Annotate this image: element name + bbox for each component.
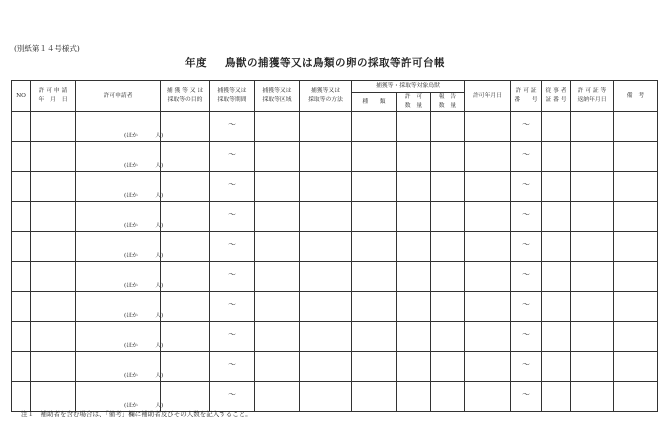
table-row [12, 382, 658, 412]
cell-species [352, 202, 397, 232]
cell-permit-no [511, 202, 542, 232]
cell-permit-no [511, 142, 542, 172]
table-row [12, 352, 658, 382]
cell-worker-cert-no [542, 352, 571, 382]
cell-worker-cert-no [542, 382, 571, 412]
cell-species [352, 232, 397, 262]
ledger-body [12, 112, 658, 412]
cell-applicant [76, 232, 164, 262]
cell-no [12, 202, 31, 232]
cell-worker-cert-no [542, 292, 571, 322]
cell-permit-no [511, 262, 542, 292]
others-count-label: (ほか 人) [124, 193, 164, 199]
cell-application-date [31, 202, 76, 232]
cell-permit-date [465, 262, 511, 292]
range-tilde: ～ [228, 180, 236, 189]
range-tilde: ～ [522, 240, 530, 249]
cell-purpose [161, 352, 210, 382]
cell-period [210, 142, 255, 172]
cell-permitted-qty [397, 232, 431, 262]
cell-permit-date [465, 232, 511, 262]
cell-permitted-qty [397, 352, 431, 382]
cell-applicant [76, 262, 164, 292]
cell-permit-no [511, 322, 542, 352]
cell-return-date [571, 322, 614, 352]
table-row [12, 142, 658, 172]
cell-area [255, 142, 300, 172]
others-count-label: (ほか 人) [124, 373, 164, 379]
cell-method [300, 112, 352, 142]
range-tilde: ～ [228, 330, 236, 339]
cell-permitted-qty [397, 262, 431, 292]
cell-species [352, 172, 397, 202]
cell-area [255, 322, 300, 352]
cell-reported-qty [431, 352, 465, 382]
others-count-label: (ほか 人) [124, 223, 164, 229]
cell-purpose [161, 262, 210, 292]
header-reported-qty: 報 告 数 量 [431, 93, 465, 112]
cell-permit-no [511, 232, 542, 262]
cell-area [255, 232, 300, 262]
cell-application-date [31, 142, 76, 172]
header-target-group: 捕獲等・採取等対象鳥獣 [352, 81, 465, 93]
table-row [12, 172, 658, 202]
cell-permit-date [465, 322, 511, 352]
range-tilde: ～ [228, 300, 236, 309]
permit-ledger-table [11, 80, 658, 412]
cell-no [12, 112, 31, 142]
cell-purpose [161, 322, 210, 352]
cell-period [210, 322, 255, 352]
cell-permit-date [465, 202, 511, 232]
others-count-label: (ほか 人) [124, 403, 164, 409]
cell-permit-no [511, 112, 542, 142]
cell-period [210, 382, 255, 412]
cell-purpose [161, 142, 210, 172]
cell-no [12, 172, 31, 202]
header-application-date: 許 可 申 請 年 月 日 [31, 81, 76, 112]
form-number: (別紙第１４号様式) [14, 44, 80, 53]
range-tilde: ～ [522, 390, 530, 399]
header-method: 捕獲等又は 採取等の方法 [300, 81, 352, 112]
table-row [12, 322, 658, 352]
document-title [0, 55, 630, 70]
cell-species [352, 322, 397, 352]
cell-method [300, 172, 352, 202]
cell-applicant [76, 292, 164, 322]
cell-applicant [76, 322, 164, 352]
cell-period [210, 112, 255, 142]
header-area: 捕獲等又は 採取等区域 [255, 81, 300, 112]
cell-area [255, 172, 300, 202]
cell-method [300, 322, 352, 352]
cell-permit-date [465, 352, 511, 382]
others-count-label: (ほか 人) [124, 133, 164, 139]
cell-purpose [161, 112, 210, 142]
header-permit-no: 許 可 証 番 号 [511, 81, 542, 112]
cell-method [300, 232, 352, 262]
cell-method [300, 352, 352, 382]
range-tilde: ～ [522, 270, 530, 279]
header-applicant: 許可申請者 [76, 81, 161, 112]
cell-remarks [614, 142, 658, 172]
cell-application-date [31, 172, 76, 202]
cell-remarks [614, 322, 658, 352]
cell-remarks [614, 292, 658, 322]
cell-reported-qty [431, 292, 465, 322]
cell-purpose [161, 232, 210, 262]
header-permit-date: 許可年月日 [465, 81, 511, 112]
cell-return-date [571, 292, 614, 322]
cell-species [352, 142, 397, 172]
cell-no [12, 142, 31, 172]
cell-permit-no [511, 292, 542, 322]
table-row [12, 262, 658, 292]
cell-permitted-qty [397, 142, 431, 172]
cell-period [210, 352, 255, 382]
cell-application-date [31, 322, 76, 352]
range-tilde: ～ [228, 210, 236, 219]
cell-no [12, 322, 31, 352]
cell-worker-cert-no [542, 262, 571, 292]
cell-no [12, 292, 31, 322]
cell-purpose [161, 292, 210, 322]
range-tilde: ～ [522, 180, 530, 189]
cell-permit-date [465, 112, 511, 142]
cell-no [12, 352, 31, 382]
cell-application-date [31, 112, 76, 142]
cell-return-date [571, 232, 614, 262]
cell-return-date [571, 112, 614, 142]
cell-reported-qty [431, 322, 465, 352]
cell-species [352, 112, 397, 142]
cell-method [300, 262, 352, 292]
cell-purpose [161, 202, 210, 232]
cell-permit-no [511, 172, 542, 202]
cell-area [255, 262, 300, 292]
cell-species [352, 352, 397, 382]
range-tilde: ～ [228, 150, 236, 159]
cell-remarks [614, 202, 658, 232]
cell-remarks [614, 232, 658, 262]
range-tilde: ～ [522, 210, 530, 219]
cell-method [300, 142, 352, 172]
cell-reported-qty [431, 142, 465, 172]
cell-method [300, 382, 352, 412]
cell-worker-cert-no [542, 112, 571, 142]
cell-remarks [614, 262, 658, 292]
cell-application-date [31, 382, 76, 412]
cell-period [210, 232, 255, 262]
cell-no [12, 262, 31, 292]
cell-permitted-qty [397, 322, 431, 352]
others-count-label: (ほか 人) [124, 283, 164, 289]
range-tilde: ～ [228, 240, 236, 249]
cell-method [300, 292, 352, 322]
cell-area [255, 382, 300, 412]
others-count-label: (ほか 人) [124, 343, 164, 349]
cell-worker-cert-no [542, 202, 571, 232]
cell-period [210, 172, 255, 202]
cell-purpose [161, 172, 210, 202]
header-purpose: 捕 獲 等 又 は 採取等の目的 [161, 81, 210, 112]
footnote: 注１ 補助者を含む場合は、「備考」欄に補助者及びその人数を記入すること。 [21, 410, 252, 418]
range-tilde: ～ [522, 120, 530, 129]
title-main: 鳥獣の捕獲等又は鳥類の卵の採取等許可台帳 [225, 57, 445, 69]
cell-return-date [571, 142, 614, 172]
range-tilde: ～ [228, 360, 236, 369]
cell-application-date [31, 292, 76, 322]
cell-reported-qty [431, 112, 465, 142]
cell-period [210, 262, 255, 292]
cell-applicant [76, 382, 164, 412]
range-tilde: ～ [522, 300, 530, 309]
cell-reported-qty [431, 262, 465, 292]
cell-period [210, 292, 255, 322]
cell-application-date [31, 232, 76, 262]
header-remarks: 備 考 [614, 81, 658, 112]
cell-species [352, 382, 397, 412]
header-no: NO [12, 81, 31, 112]
cell-reported-qty [431, 232, 465, 262]
cell-worker-cert-no [542, 142, 571, 172]
cell-permit-date [465, 292, 511, 322]
cell-purpose [161, 382, 210, 412]
range-tilde: ～ [522, 150, 530, 159]
cell-worker-cert-no [542, 232, 571, 262]
cell-remarks [614, 172, 658, 202]
header-return-date: 許 可 証 等 返納年月日 [571, 81, 614, 112]
table-row [12, 112, 658, 142]
cell-reported-qty [431, 382, 465, 412]
header-permitted-qty: 許 可 数 量 [397, 93, 431, 112]
cell-remarks [614, 352, 658, 382]
cell-remarks [614, 382, 658, 412]
cell-area [255, 202, 300, 232]
range-tilde: ～ [228, 390, 236, 399]
cell-permitted-qty [397, 382, 431, 412]
header-species: 種 類 [352, 93, 397, 112]
table-row [12, 202, 658, 232]
cell-area [255, 292, 300, 322]
range-tilde: ～ [522, 360, 530, 369]
header-worker-cert-no: 従 事 者 証 番 号 [542, 81, 571, 112]
cell-method [300, 202, 352, 232]
title-year-label: 年度 [185, 57, 207, 69]
header-period: 捕獲等又は 採取等期間 [210, 81, 255, 112]
cell-permit-date [465, 382, 511, 412]
cell-permit-no [511, 382, 542, 412]
table-row [12, 292, 658, 322]
cell-applicant [76, 352, 164, 382]
others-count-label: (ほか 人) [124, 163, 164, 169]
cell-applicant [76, 112, 164, 142]
cell-application-date [31, 352, 76, 382]
cell-period [210, 202, 255, 232]
range-tilde: ～ [522, 330, 530, 339]
cell-applicant [76, 172, 164, 202]
cell-application-date [31, 262, 76, 292]
cell-species [352, 262, 397, 292]
cell-no [12, 382, 31, 412]
cell-return-date [571, 352, 614, 382]
table-row [12, 232, 658, 262]
cell-permit-date [465, 142, 511, 172]
cell-area [255, 112, 300, 142]
cell-no [12, 232, 31, 262]
others-count-label: (ほか 人) [124, 253, 164, 259]
cell-permit-date [465, 172, 511, 202]
cell-permit-no [511, 352, 542, 382]
cell-area [255, 352, 300, 382]
cell-remarks [614, 112, 658, 142]
cell-permitted-qty [397, 172, 431, 202]
cell-return-date [571, 202, 614, 232]
range-tilde: ～ [228, 120, 236, 129]
cell-worker-cert-no [542, 322, 571, 352]
cell-worker-cert-no [542, 172, 571, 202]
range-tilde: ～ [228, 270, 236, 279]
others-count-label: (ほか 人) [124, 313, 164, 319]
cell-applicant [76, 142, 164, 172]
cell-return-date [571, 262, 614, 292]
cell-reported-qty [431, 172, 465, 202]
cell-species [352, 292, 397, 322]
cell-return-date [571, 382, 614, 412]
cell-reported-qty [431, 202, 465, 232]
cell-permitted-qty [397, 202, 431, 232]
cell-permitted-qty [397, 292, 431, 322]
cell-permitted-qty [397, 112, 431, 142]
cell-applicant [76, 202, 164, 232]
cell-return-date [571, 172, 614, 202]
